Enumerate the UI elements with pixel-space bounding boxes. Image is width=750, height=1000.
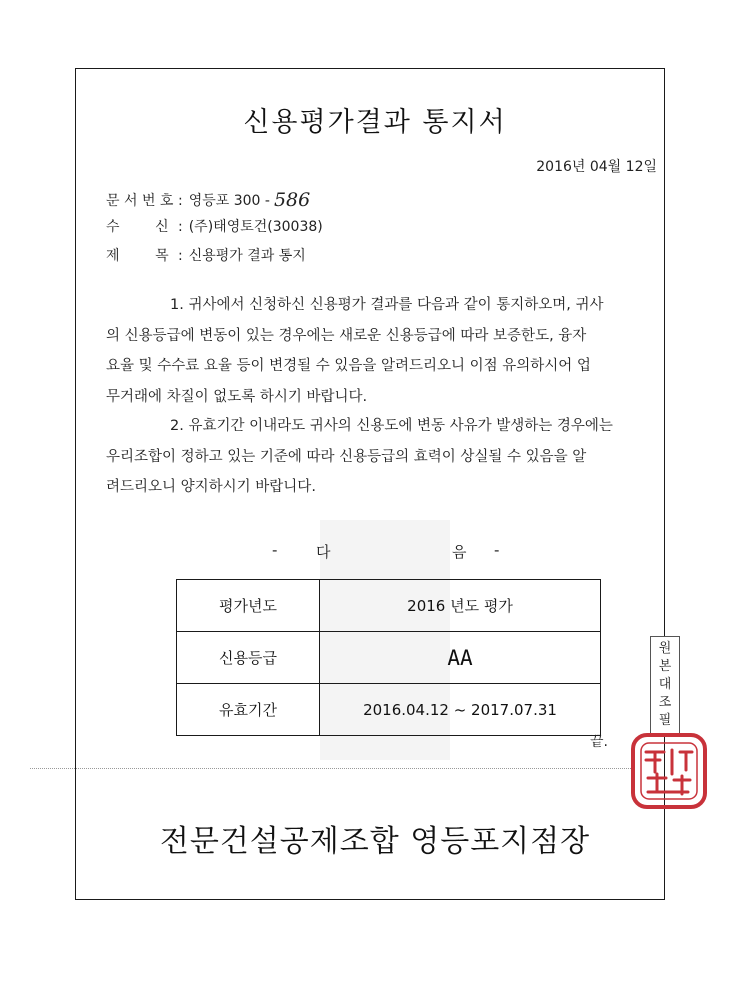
handwritten-number: 586	[273, 189, 311, 211]
meta-label: 제 목	[106, 248, 169, 264]
paragraph-line: 2. 유효기간 이내라도 귀사의 신용도에 변동 사유가 발생하는 경우에는	[170, 418, 613, 434]
document-title: 신용평가결과 통지서	[243, 107, 507, 138]
table-label: 유효기간	[177, 684, 320, 736]
meta-value: (주)태영토건(30038)	[188, 219, 323, 235]
meta-label: 수 신	[106, 219, 169, 235]
paragraph-line: 려드리오니 양지하시기 바랍니다.	[106, 479, 316, 495]
paragraph-line: 요율 및 수수료 요율 등이 변경될 수 있음을 알려드리오니 이점 유의하시어 업	[106, 358, 591, 374]
meta-document-number: 문 서 번 호 : 영등포 300 - 586	[106, 189, 311, 211]
tag-char: 본	[658, 659, 672, 674]
marker-dash: -	[272, 541, 278, 559]
tag-char: 필	[658, 713, 672, 728]
paragraph-line: 1. 귀사에서 신청하신 신용평가 결과를 다음과 같이 통지하오며, 귀사	[170, 297, 604, 313]
evaluation-table	[176, 579, 601, 736]
meta-subject: 제 목 : 신용평가 결과 통지	[106, 245, 306, 265]
official-seal-icon	[628, 730, 710, 812]
meta-label: 문 서 번 호	[106, 193, 174, 209]
paragraph-line: 무거래에 차질이 없도록 하시기 바랍니다.	[106, 388, 368, 405]
certification-tag	[650, 636, 680, 734]
meta-value: 신용평가 결과 통지	[188, 248, 306, 264]
meta-recipient: 수 신 : (주)태영토건(30038)	[106, 216, 323, 236]
table-label: 평가년도	[177, 580, 320, 632]
table-row	[177, 580, 601, 632]
tag-char: 대	[658, 677, 672, 692]
table-row	[177, 684, 601, 736]
table-row	[177, 632, 601, 684]
paragraph-1	[106, 290, 646, 412]
issuer-name: 전문건설공제조합 영등포지점장	[159, 824, 591, 859]
paragraph-line: 우리조합이 정하고 있는 기준에 따라 신용등급의 효력이 상실될 수 있음을 알	[106, 448, 587, 465]
table-label: 신용등급	[177, 632, 320, 684]
tag-char: 원	[658, 641, 672, 656]
marker-char: 다	[316, 543, 331, 561]
scan-fold-line	[30, 768, 635, 769]
end-mark: 끝.	[590, 734, 608, 750]
tag-char: 조	[658, 695, 672, 710]
table-value: 2016.04.12 ~ 2017.07.31	[320, 684, 601, 736]
paragraph-line: 의 신용등급에 변동이 있는 경우에는 새로운 신용등급에 따라 보증한도, 융자	[106, 327, 587, 344]
marker-char: 음	[452, 543, 467, 561]
credit-grade-value: AA	[320, 632, 601, 684]
issue-date: 2016년 04월 12일	[536, 159, 657, 175]
paragraph-2	[106, 411, 646, 503]
marker-dash: -	[494, 541, 500, 559]
table-value: 2016 년도 평가	[320, 580, 601, 632]
meta-value: 영등포 300 -	[188, 193, 270, 209]
